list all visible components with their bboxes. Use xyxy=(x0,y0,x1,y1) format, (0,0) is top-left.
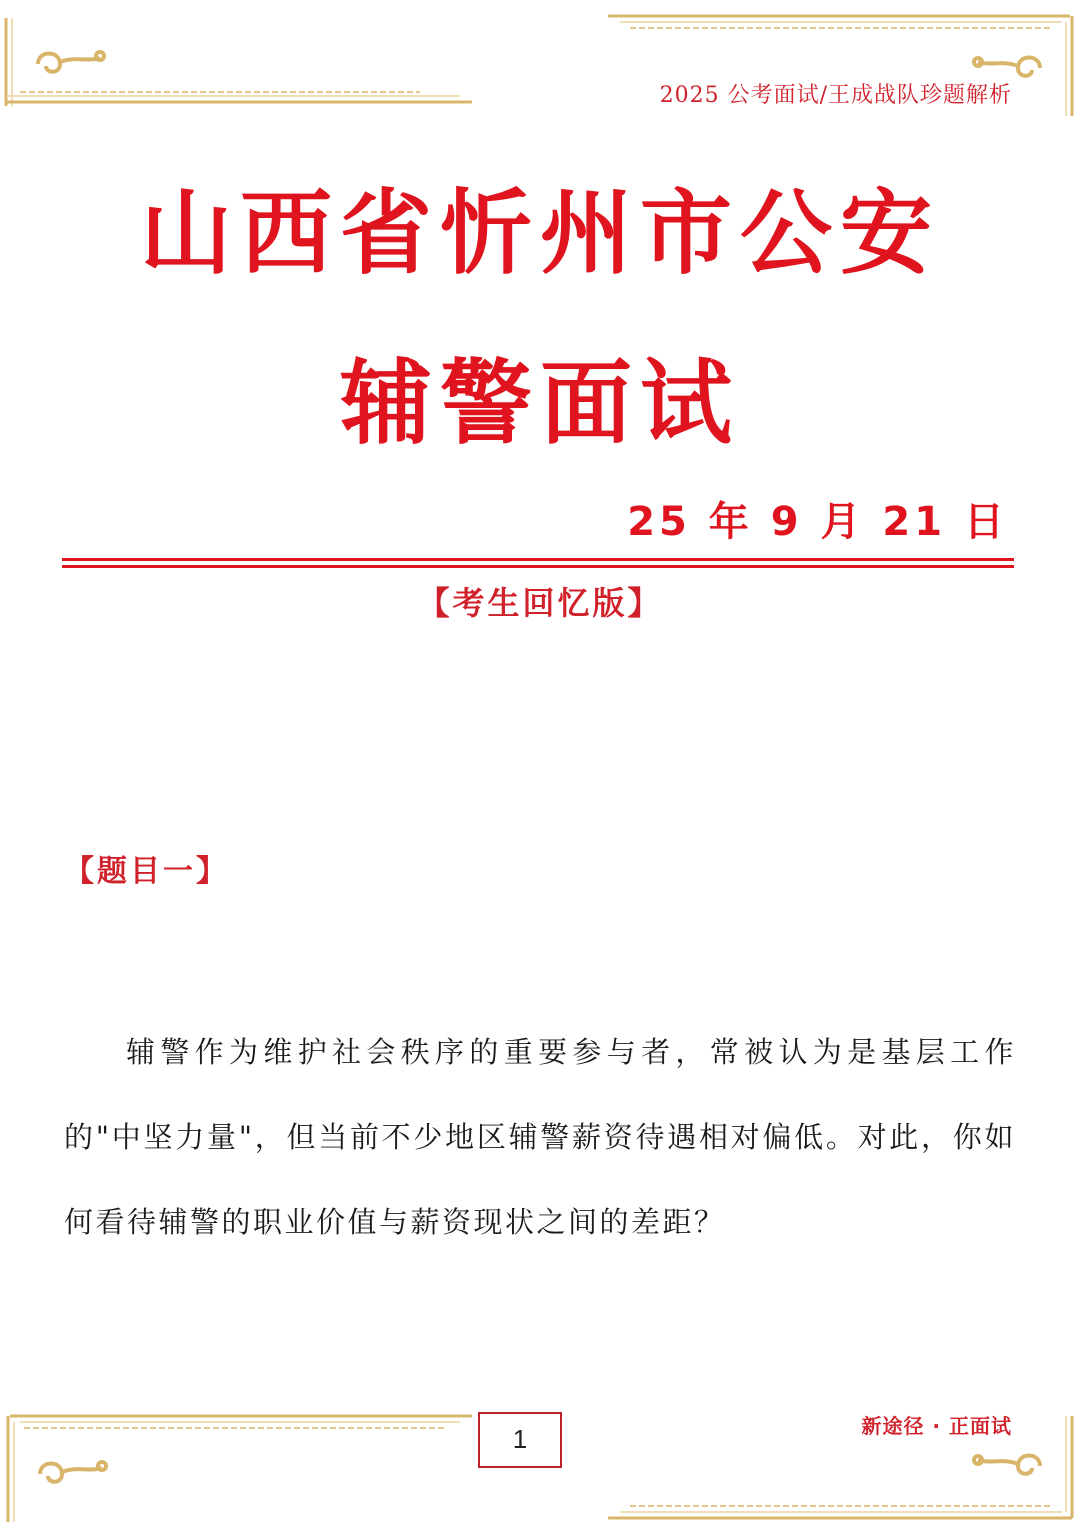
document-title-line-2: 辅警面试 xyxy=(339,349,740,457)
cloud-icon xyxy=(38,52,104,72)
bottom-left-ornament xyxy=(0,1410,480,1528)
title-divider xyxy=(62,558,1014,570)
cloud-icon xyxy=(40,1462,106,1482)
header-caption: 2025 公考面试/王成战队珍题解析 xyxy=(659,83,1012,108)
top-left-ornament xyxy=(0,14,480,110)
exam-date: 25 年 9 月 21 日 xyxy=(627,499,1008,545)
question-body: 辅警作为维护社会秩序的重要参与者，常被认为是基层工作的"中坚力量"，但当前不少地区辅警薪资待遇相对偏低。对此，你如何看待辅警的职业价值与薪资现状之间的差距？ xyxy=(64,1035,1016,1239)
page-number: 1 xyxy=(478,1412,562,1468)
cloud-icon xyxy=(974,58,1040,76)
footer-brand: 新途径 · 正面试 xyxy=(861,1414,1012,1438)
edition-tag: 【考生回忆版】 xyxy=(417,584,663,622)
question-heading: 【题目一】 xyxy=(64,854,229,889)
cloud-icon xyxy=(974,1456,1040,1474)
document-title-line-1: 山西省忻州市公安 xyxy=(139,179,940,287)
